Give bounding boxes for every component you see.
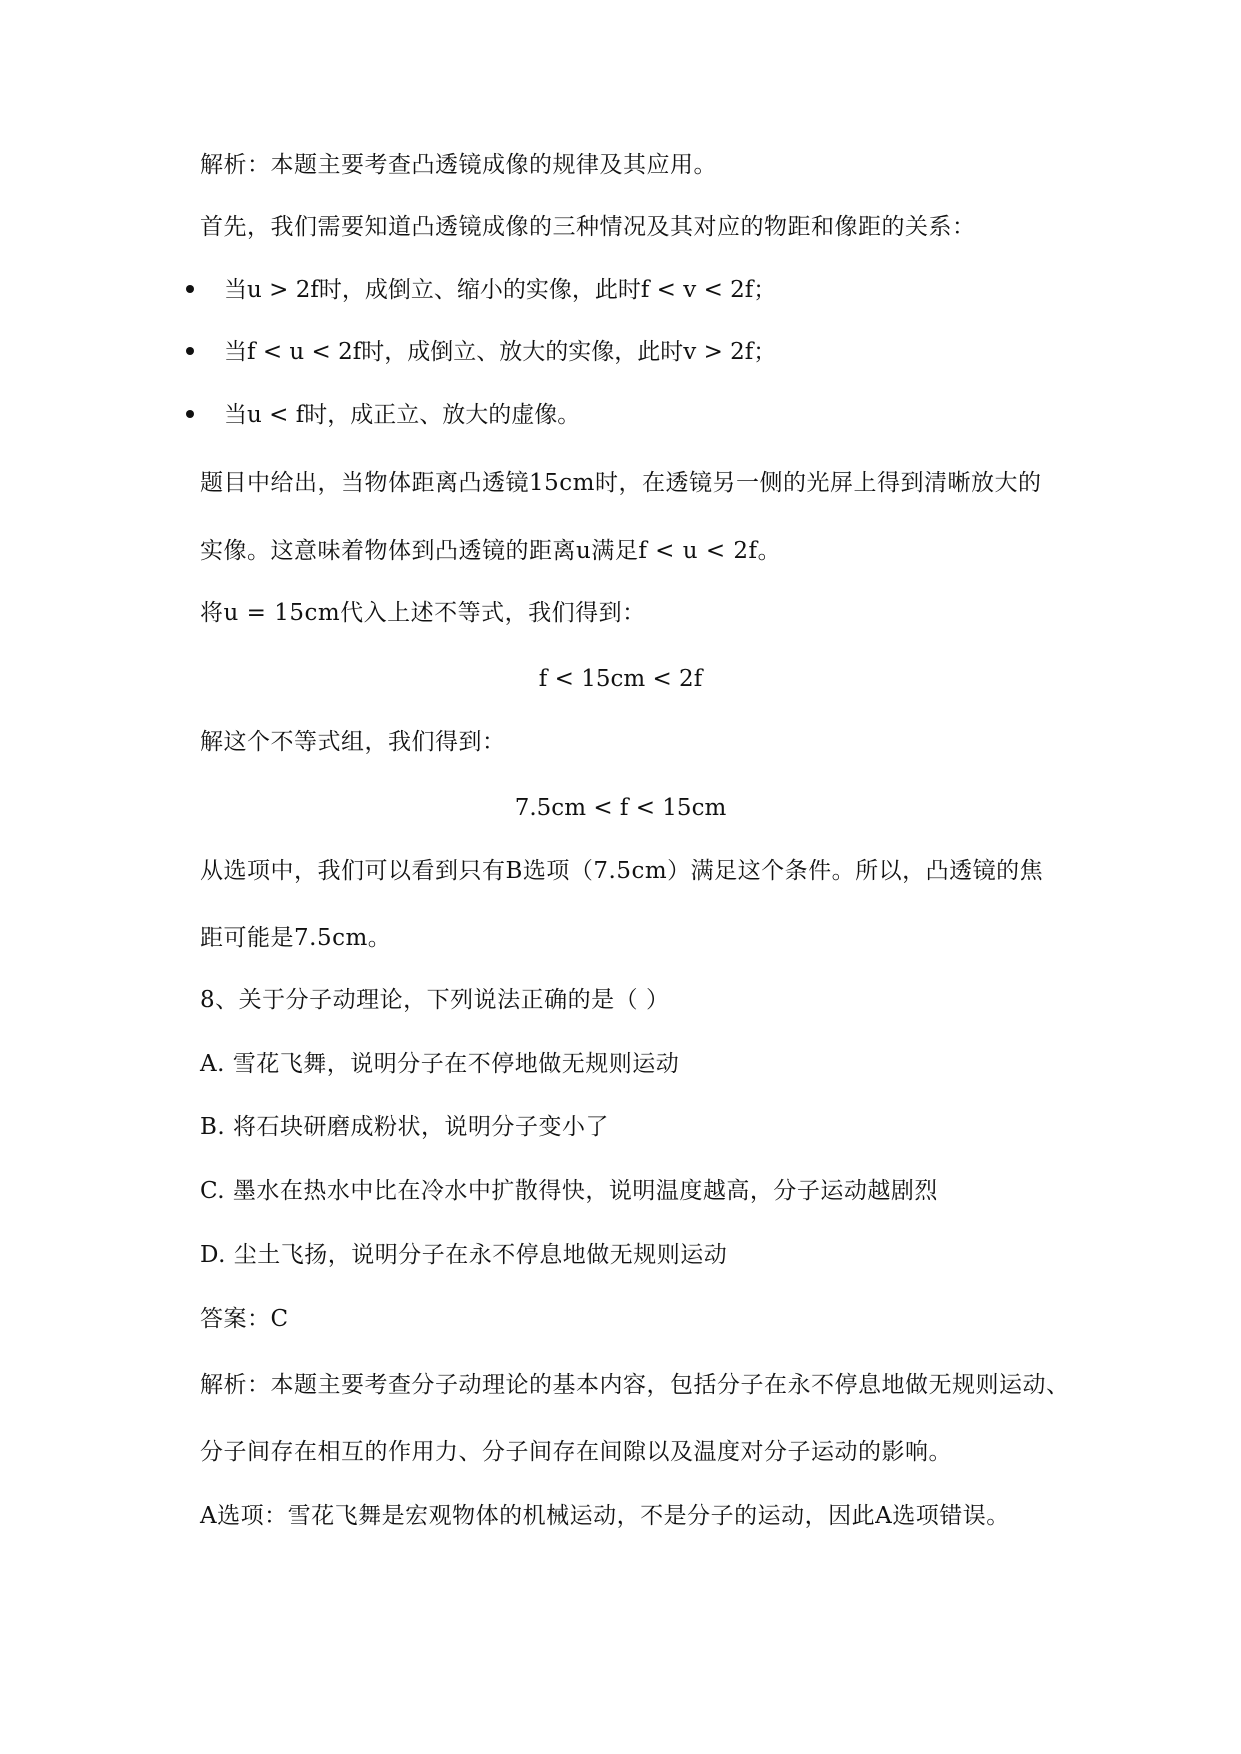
paragraph-substitute: 将u = 15cm代入上述不等式，我们得到： [200, 600, 646, 626]
option-b: B. 将石块研磨成粉状，说明分子变小了 [200, 1114, 610, 1140]
analysis-intro: 解析：本题主要考查凸透镜成像的规律及其应用。 [200, 152, 717, 178]
analysis-option-a: A选项：雪花飞舞是宏观物体的机械运动，不是分子的运动，因此A选项错误。 [200, 1503, 1010, 1529]
option-a: A. 雪花飞舞，说明分子在不停地做无规则运动 [200, 1051, 680, 1077]
bullet-item-2 [186, 337, 776, 367]
paragraph-first: 首先，我们需要知道凸透镜成像的三种情况及其对应的物距和像距的关系： [200, 214, 976, 240]
answer: 答案：C [200, 1306, 289, 1332]
bullet-dot-icon [186, 285, 194, 293]
option-d: D. 尘土飞扬，说明分子在永不停息地做无规则运动 [200, 1242, 728, 1268]
paragraph-conclusion: 从选项中，我们可以看到只有B选项（7.5cm）满足这个条件。所以，凸透镜的焦 [200, 858, 1044, 884]
paragraph-given: 题目中给出，当物体距离凸透镜15cm时，在透镜另一侧的光屏上得到清晰放大的 [200, 470, 1042, 496]
bullet-text-3: 当u < f时，成正立、放大的虚像。 [224, 402, 581, 428]
bullet-dot-icon [186, 347, 194, 355]
question-8: 8、关于分子动理论，下列说法正确的是（ ） [200, 987, 670, 1013]
bullet-text-2: 当f < u < 2f时，成倒立、放大的实像，此时v > 2f； [224, 339, 777, 365]
analysis-2-cont: 分子间存在相互的作用力、分子间存在间隙以及温度对分子运动的影响。 [200, 1439, 952, 1465]
bullet-item-1 [186, 275, 776, 305]
paragraph-solve: 解这个不等式组，我们得到： [200, 729, 506, 755]
equation-1: f < 15cm < 2f [538, 666, 703, 692]
analysis-2: 解析：本题主要考查分子动理论的基本内容，包括分子在永不停息地做无规则运动、 [200, 1372, 1070, 1398]
bullet-item-3 [186, 400, 580, 430]
option-c: C. 墨水在热水中比在冷水中扩散得快，说明温度越高，分子运动越剧烈 [200, 1178, 938, 1204]
equation-2: 7.5cm < f < 15cm [514, 795, 727, 821]
paragraph-conclusion-cont: 距可能是7.5cm。 [200, 925, 392, 951]
paragraph-given-cont: 实像。这意味着物体到凸透镜的距离u满足f < u < 2f。 [200, 538, 782, 564]
bullet-dot-icon [186, 410, 194, 418]
bullet-text-1: 当u > 2f时，成倒立、缩小的实像，此时f < v < 2f； [224, 277, 777, 303]
